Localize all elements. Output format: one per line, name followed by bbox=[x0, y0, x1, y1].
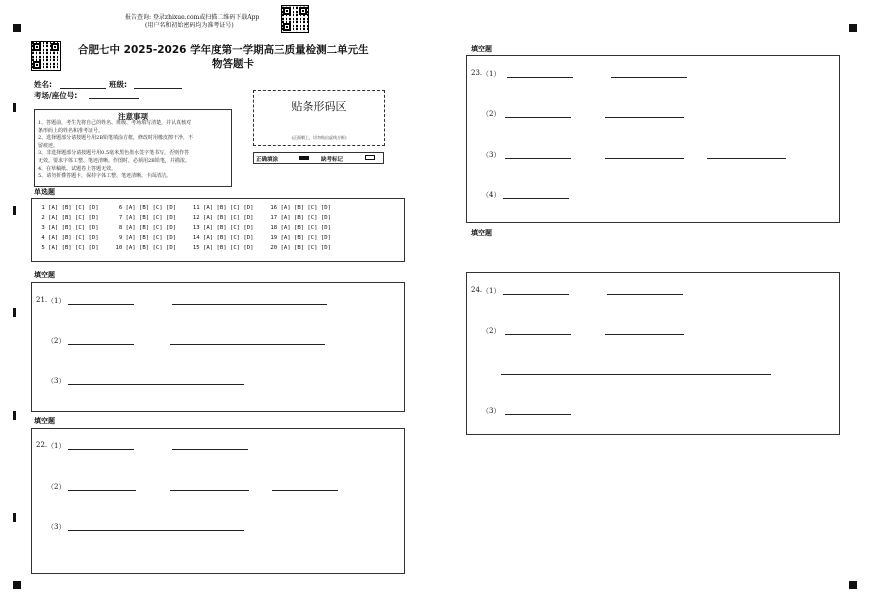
notice-line: 5、请勿折叠答题卡，保持字体工整、笔迹清晰、卡面清洁。 bbox=[38, 173, 172, 180]
question-21-box bbox=[31, 282, 405, 412]
notice-box bbox=[34, 109, 232, 187]
answer-21-1a[interactable] bbox=[68, 304, 134, 305]
answer-22-2b[interactable] bbox=[170, 490, 249, 491]
answer-22-1b[interactable] bbox=[172, 449, 248, 450]
name-field[interactable] bbox=[60, 88, 106, 89]
notice-text bbox=[38, 120, 193, 181]
answer-22-2a[interactable] bbox=[68, 490, 136, 491]
question-24-part-1: （1） bbox=[482, 287, 501, 295]
choice-row[interactable]: 4 [A] [B] [C] [D] 9 [A] [B] [C] [D] 14 [A] [B] [C] [D] 19 [A] [B] [C] [D] bbox=[38, 235, 331, 241]
notice-line: 条形码上的姓名和准考证号。 bbox=[38, 127, 104, 134]
question-22-part-3: （3） bbox=[47, 523, 66, 531]
room-seat-field[interactable] bbox=[89, 98, 139, 99]
answer-21-1b[interactable] bbox=[172, 304, 327, 305]
answer-21-2a[interactable] bbox=[68, 344, 134, 345]
answer-23-4[interactable] bbox=[503, 198, 569, 199]
page-title-continued: 物答题卡 bbox=[212, 58, 254, 70]
timing-mark bbox=[13, 103, 16, 112]
choice-row[interactable]: 1 [A] [B] [C] [D] 6 [A] [B] [C] [D] 11 [A] [B] [C] [D] 16 [A] [B] [C] [D] bbox=[38, 205, 331, 211]
question-24-number: 24. bbox=[471, 286, 483, 294]
notice-line: 无效。要求字体工整、笔迹清晰。作图时，必须用2B铅笔，并描浓。 bbox=[38, 157, 190, 164]
correct-fill-label: 正确填涂 bbox=[256, 157, 279, 163]
registration-mark-top-left bbox=[13, 24, 21, 32]
question-21-number: 21. bbox=[36, 296, 48, 304]
question-23-part-2: （2） bbox=[482, 110, 501, 118]
question-23-part-4: （4） bbox=[482, 191, 501, 199]
question-22-part-2: （2） bbox=[47, 483, 66, 491]
question-23-number: 23. bbox=[471, 69, 483, 77]
class-label: 班级: bbox=[109, 80, 127, 89]
notice-line: 3、非选择题部分请按题号用0.5毫米黑色墨水签字笔书写，否则作答 bbox=[38, 150, 190, 157]
single-choice-box bbox=[31, 198, 405, 262]
barcode-hint: (正面朝上，切勿贴出虚线方框) bbox=[291, 135, 347, 140]
report-query-line: 报告查询: 登录zhixue.com或扫描二维码下载App bbox=[125, 14, 260, 21]
section-label-single-choice: 单选题 bbox=[34, 188, 55, 196]
question-22-number: 22. bbox=[36, 441, 48, 449]
registration-mark-bottom-left bbox=[13, 581, 21, 589]
question-21-part-3: （3） bbox=[47, 377, 66, 385]
answer-23-2b[interactable] bbox=[605, 117, 684, 118]
question-21-part-1: （1） bbox=[47, 297, 66, 305]
answer-24-2b[interactable] bbox=[605, 334, 684, 335]
answer-23-3b[interactable] bbox=[605, 158, 684, 159]
section-label-fill-21: 填空题 bbox=[34, 271, 55, 279]
timing-mark bbox=[13, 308, 16, 317]
app-qr-code[interactable] bbox=[281, 5, 309, 33]
barcode-title: 贴条形码区 bbox=[291, 100, 347, 113]
answer-22-2c[interactable] bbox=[272, 490, 338, 491]
registration-mark-bottom-right bbox=[849, 581, 857, 589]
answer-22-3[interactable] bbox=[68, 530, 244, 531]
timing-mark bbox=[13, 513, 16, 522]
question-24-part-3: （3） bbox=[482, 407, 501, 415]
question-22-box bbox=[31, 428, 405, 574]
registration-mark-top-right bbox=[849, 24, 857, 32]
choice-row[interactable]: 2 [A] [B] [C] [D] 7 [A] [B] [C] [D] 12 [A] [B] [C] [D] 17 [A] [B] [C] [D] bbox=[38, 215, 331, 221]
answer-24-3[interactable] bbox=[505, 414, 571, 415]
answer-23-1b[interactable] bbox=[611, 77, 687, 78]
choice-row[interactable]: 3 [A] [B] [C] [D] 8 [A] [B] [C] [D] 13 [A] [B] [C] [D] 18 [A] [B] [C] [D] bbox=[38, 225, 331, 231]
answer-23-3a[interactable] bbox=[505, 158, 571, 159]
answer-24-1b[interactable] bbox=[607, 294, 683, 295]
section-label-fill-22: 填空题 bbox=[34, 417, 55, 425]
absent-mark-label: 缺考标记 bbox=[321, 157, 344, 163]
choice-row[interactable]: 5 [A] [B] [C] [D] 10 [A] [B] [C] [D] 15 [A] [B] [C] [D] 20 [A] [B] [C] [D] bbox=[38, 245, 331, 251]
report-query-subline: (用户名和初始密码均为准考证号) bbox=[145, 22, 234, 29]
room-seat-label: 考场/座位号: bbox=[34, 91, 78, 100]
page-title: 合肥七中 2025-2026 学年度第一学期高三质量检测二单元生 bbox=[78, 44, 369, 56]
notice-line: 4、在草稿纸、试题卷上答题无效。 bbox=[38, 165, 117, 172]
barcode-area bbox=[253, 90, 385, 146]
absent-mark-checkbox[interactable] bbox=[365, 155, 375, 160]
name-label: 姓名: bbox=[34, 80, 52, 89]
answer-24-1a[interactable] bbox=[503, 294, 569, 295]
answer-24-2a[interactable] bbox=[505, 334, 571, 335]
answer-23-1a[interactable] bbox=[507, 77, 573, 78]
section-label-fill-24: 填空题 bbox=[471, 229, 492, 237]
answer-21-3[interactable] bbox=[68, 384, 244, 385]
question-23-part-1: （1） bbox=[482, 70, 501, 78]
section-label-fill-23: 填空题 bbox=[471, 45, 492, 53]
correct-fill-sample bbox=[299, 156, 309, 160]
answer-24-2c[interactable] bbox=[501, 374, 771, 375]
class-field[interactable] bbox=[134, 88, 182, 89]
question-24-part-2: （2） bbox=[482, 327, 501, 335]
question-21-part-2: （2） bbox=[47, 337, 66, 345]
sheet-qr-code bbox=[31, 41, 61, 71]
question-23-box bbox=[466, 55, 840, 223]
question-23-part-3: （3） bbox=[482, 151, 501, 159]
answer-22-1a[interactable] bbox=[68, 449, 134, 450]
notice-line: 1、答题前，考生先将自己的姓名、班级、考场填写清楚，并认真核对 bbox=[38, 120, 192, 126]
answer-23-3c[interactable] bbox=[707, 158, 786, 159]
timing-mark bbox=[13, 206, 16, 215]
mark-legend bbox=[253, 152, 384, 164]
answer-21-2b[interactable] bbox=[170, 344, 325, 345]
timing-mark bbox=[13, 411, 16, 420]
notice-line: 2、选择题部分请按题号用2B铅笔填涂方框，修改时用橡皮擦干净，不 bbox=[38, 135, 194, 142]
question-24-box bbox=[466, 272, 840, 435]
answer-23-2a[interactable] bbox=[505, 117, 571, 118]
question-22-part-1: （1） bbox=[47, 442, 66, 450]
notice-title: 注意事项 bbox=[118, 112, 148, 121]
notice-line: 留痕迹。 bbox=[38, 142, 59, 149]
